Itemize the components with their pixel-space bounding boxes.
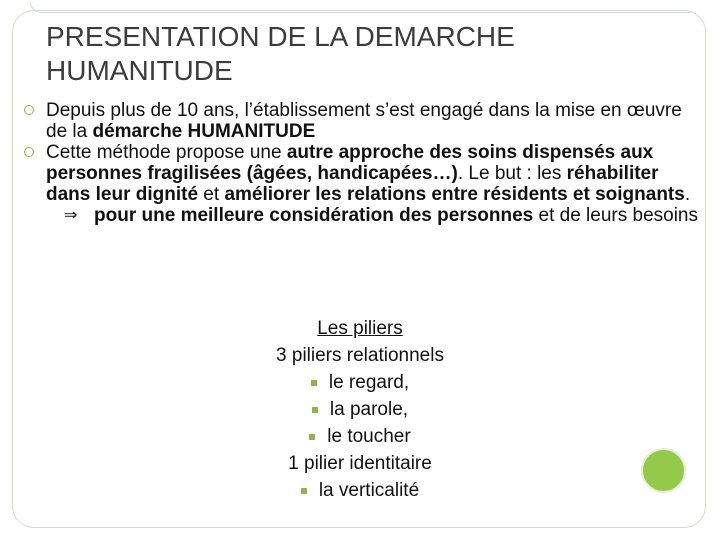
sub-text: et de leurs besoins [533, 205, 698, 226]
bullet2-text-4: . [684, 184, 691, 205]
sub-bullet [56, 205, 698, 226]
square-bullet-icon [301, 488, 307, 494]
pillar-item-text: la parole, [329, 399, 409, 420]
pillar-item [160, 477, 560, 504]
square-bullet-icon [309, 434, 315, 440]
bullet-item-1 [22, 100, 698, 142]
slide-frame-decoration [30, 2, 691, 13]
bullet2-text-1: Cette méthode propose une [46, 142, 287, 163]
pillar-item-text: le regard, [328, 372, 410, 393]
ring-bullet-icon [24, 105, 34, 115]
pillar-item-text: la verticalité [318, 480, 420, 501]
square-bullet-icon [311, 380, 317, 386]
slide-title [46, 20, 646, 88]
square-bullet-icon [312, 407, 318, 413]
bullet2-bold-2: réhabiliter dans leur dignité [46, 163, 659, 205]
ring-bullet-icon [24, 147, 34, 157]
pillars-heading [160, 315, 560, 342]
pillar-item-text: le toucher [327, 426, 411, 447]
bullet-list [22, 100, 698, 226]
bullet1-bold: démarche HUMANITUDE [92, 121, 316, 142]
identity-pillar-label: 1 pilier identitaire [288, 453, 432, 474]
pillars-heading-text: Les piliers [317, 318, 403, 339]
relational-pillars-label: 3 piliers relationnels [276, 345, 444, 366]
bullet1-text: Depuis plus de 10 ans, l’établissement s’est engagé dans la mise en œuvre de la [46, 100, 682, 142]
sub-bold: pour une meilleure considération des personnes [94, 205, 534, 226]
pillar-item [160, 369, 560, 396]
bullet2-text-2: . Le but : les [457, 163, 567, 184]
pillar-item [160, 423, 560, 450]
decorative-circle [641, 448, 686, 493]
bullet2-bold-3: améliorer les relations entre résidents et soignants [224, 184, 685, 205]
pillar-item [160, 396, 560, 423]
title-line-1: PRESENTATION DE LA DEMARCHE [46, 21, 515, 52]
bullet2-text-3: et [198, 184, 225, 205]
bullet-item-2 [22, 142, 698, 226]
pillars-block [160, 315, 560, 504]
title-line-2: HUMANITUDE [46, 55, 233, 86]
bullet2-bold-1: autre approche des soins dispensés aux personnes fragilisées (âgées, handicapées…) [46, 142, 654, 184]
arrow-icon: ⇒ [64, 207, 78, 224]
